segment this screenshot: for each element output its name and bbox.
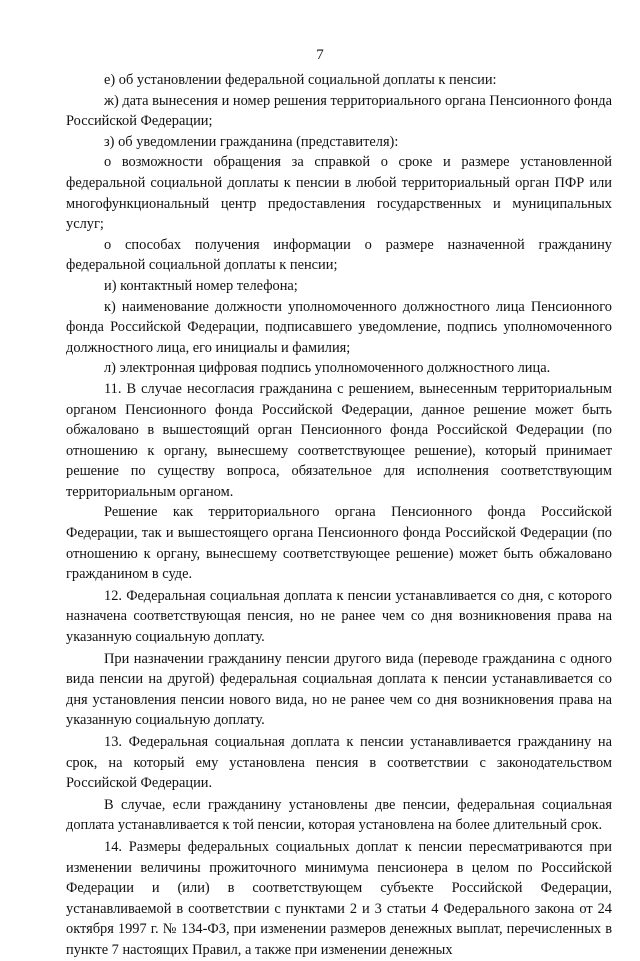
paragraph-l: л) электронная цифровая подпись уполномоченного должностного лица. (104, 360, 551, 377)
document-body (66, 70, 612, 961)
paragraph-13: 13. Федеральная социальная доплата к пенсии устанавливается гражданину на срок, на который ему установлена пенсия в соответствии с законодательством Российской Федерации. (66, 734, 612, 792)
paragraph-11: 11. В случае несогласия гражданина с решением, вынесенным территориальным органом Пенсионного фонда Российской Федерации, данное решение может быть обжаловано в вышестоящий орган Пенсионного фонда Российской Федерации (по отношению к органу, вынесшему соответствующее решение), который принимает решение по существу вопроса, обязательное для исполнения соответствующим территориальным органом. (66, 380, 612, 500)
paragraph-e: е) об установлении федеральной социальной доплаты к пенсии: (104, 72, 497, 88)
paragraph-14: 14. Размеры федеральных социальных доплат к пенсии пересматриваются при изменении величины прожиточного минимума пенсионера в целом по Российской Федерации и (или) в соответствующем субъекте Российской Федерации, устанавливаемой в соответствии с пунктами 2 и 3 статьи 4 Федерального закона от 24 октября 1997 г. № 134-ФЗ, при изменении размеров денежных выплат, перечисленных в пункте 7 настоящих Правил, а также при изменении денежных (66, 838, 612, 958)
paragraph-k: к) наименование должности уполномоченного должностного лица Пенсионного фонда Российской Федерации, подписавшего уведомление, подпись уполномоченного должностного лица, его инициалы и фамилия; (66, 298, 612, 356)
paragraph-certificate-request: о возможности обращения за справкой о сроке и размере установленной федеральной социальной доплаты к пенсии в любой территориальный орган ПФР или многофункциональный центр предоставления государственных и муниципальных услуг; (66, 154, 612, 233)
paragraph-zh: ж) дата вынесения и номер решения территориального органа Пенсионного фонда Российской Федерации; (66, 92, 612, 130)
paragraph-12-transfer: При назначении гражданину пенсии другого вида (переводе гражданина с одного вида пенсии на другой) федеральная социальная доплата к пенсии устанавливается со дня установления пенсии нового вида, но не ранее чем со дня возникновения права на указанную социальную доплату. (66, 650, 612, 729)
paragraph-z: з) об уведомлении гражданина (представителя): (104, 133, 399, 150)
paragraph-13-two-pensions: В случае, если гражданину установлены две пенсии, федеральная социальная доплата устанавливается к той пенсии, которая установлена на более длительный срок. (66, 796, 612, 834)
paragraph-info-methods: о способах получения информации о размере назначенной гражданину федеральной социальной доплаты к пенсии; (66, 236, 612, 274)
page-number: 7 (316, 47, 324, 63)
paragraph-i: и) контактный номер телефона; (104, 277, 298, 294)
paragraph-11-court: Решение как территориального органа Пенсионного фонда Российской Федерации, так и вышестоящего органа Пенсионного фонда Российской Федерации (по отношению к органу, вынесшему соответствующее решение) может быть обжаловано гражданином в суде. (66, 504, 612, 583)
paragraph-12: 12. Федеральная социальная доплата к пенсии устанавливается со дня, с которого назначена соответствующая пенсия, но не ранее чем со дня возникновения права на указанную социальную доплату. (66, 587, 612, 646)
